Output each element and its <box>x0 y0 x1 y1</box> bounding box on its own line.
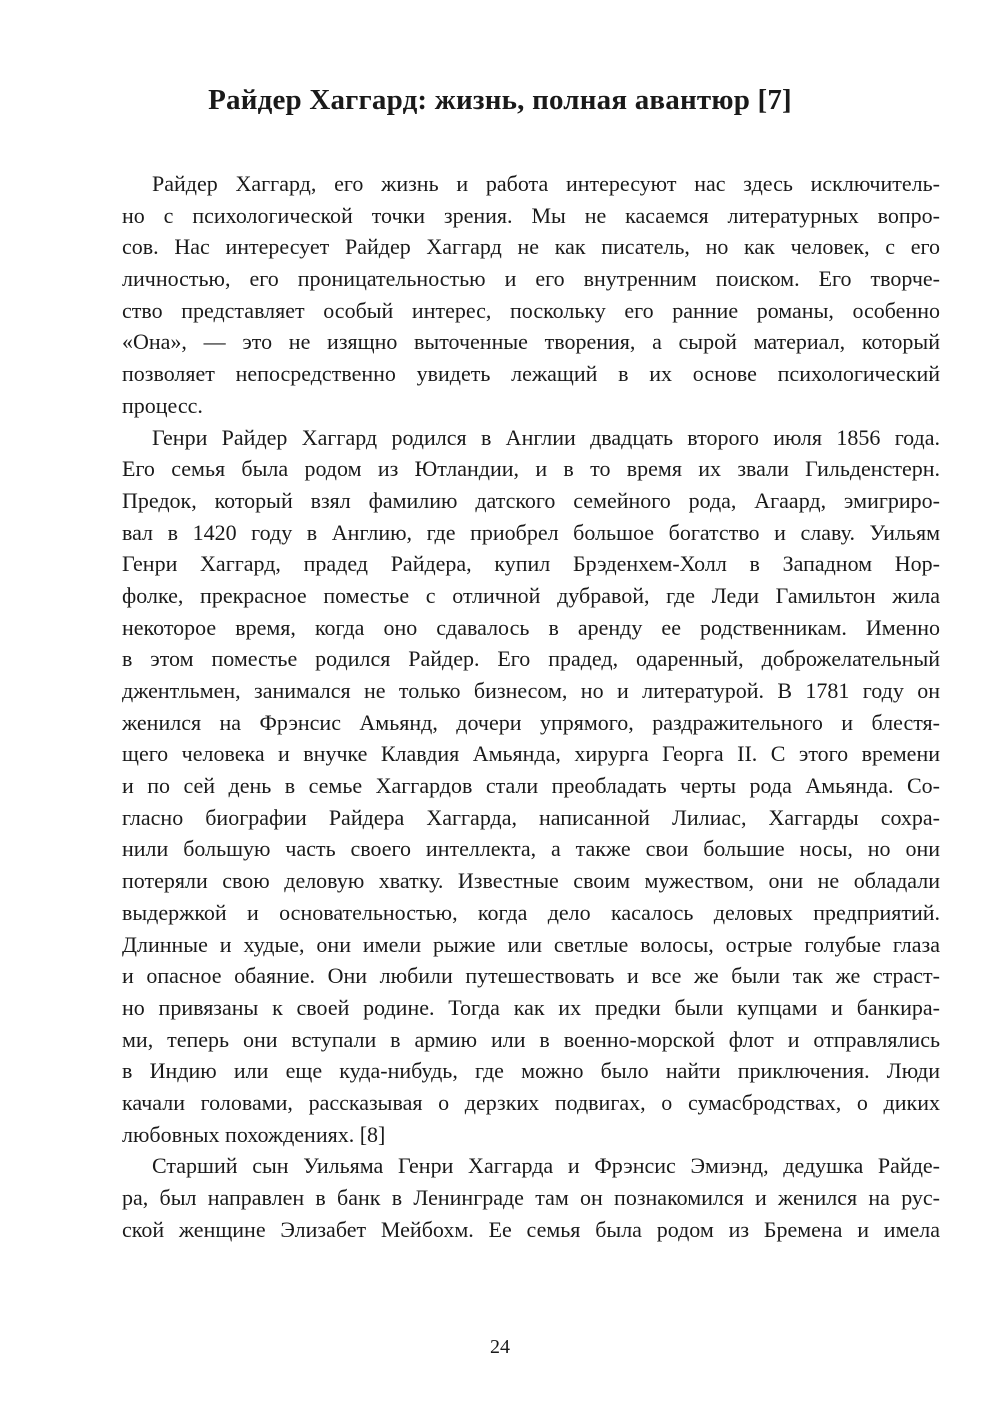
text-line: позволяет непосредственно увидеть лежащий в их основе психологический <box>122 361 940 387</box>
text-line: выдержкой и основательностью, когда дело касалось деловых предприятий. <box>122 899 940 925</box>
body-text <box>122 168 940 1245</box>
chapter-title: Райдер Хаггард: жизнь, полная авантюр [7] <box>208 84 792 116</box>
text-line: женился на Фрэнсис Амьянд, дочери упрямого, раздражительного и блестя- <box>122 709 940 735</box>
text-line: ми, теперь они вступали в армию или в военно-морской флот и отправлялись <box>122 1026 940 1052</box>
text-line: но с психологической точки зрения. Мы не касаемся литературных вопро- <box>122 202 940 228</box>
text-line: ство представляет особый интерес, поскольку его ранние романы, особенно <box>122 297 940 323</box>
text-line: Его семья была родом из Ютландии, и в то время их звали Гильденстерн. <box>122 456 940 482</box>
paragraph <box>122 422 940 1151</box>
text-line: но привязаны к своей родине. Тогда как их предки были купцами и банкира- <box>122 994 940 1020</box>
text-line: ской женщине Элизабет Мейбохм. Ее семья была родом из Бремена и имела <box>122 1216 940 1242</box>
paragraph <box>122 168 940 422</box>
text-line: Райдер Хаггард, его жизнь и работа интересуют нас здесь исключитель- <box>152 171 940 196</box>
paragraph <box>122 1150 940 1245</box>
text-line: фолке, прекрасное поместье с отличной дубравой, где Леди Гамильтон жила <box>122 582 940 608</box>
text-line: ра, был направлен в банк в Ленинграде там он познакомился и женился на рус- <box>122 1185 940 1210</box>
text-line: Длинные и худые, они имели рыжие или светлые волосы, острые голубые глаза <box>122 931 940 957</box>
text-line: процесс. <box>122 392 203 418</box>
text-line: любовных похождениях. [8] <box>122 1121 386 1147</box>
text-line: личностью, его проницательностью и его внутренним поиском. Его творче- <box>122 266 940 292</box>
text-line: «Она», — это не изящно выточенные творения, а сырой материал, который <box>122 329 940 355</box>
text-line: в Индию или еще куда-нибудь, где можно было найти приключения. Люди <box>122 1058 940 1084</box>
text-line: Генри Райдер Хаггард родился в Англии двадцать второго июля 1856 года. <box>152 424 940 450</box>
text-line: в этом поместье родился Райдер. Его прадед, одаренный, доброжелательный <box>122 646 940 672</box>
text-line: Старший сын Уильяма Генри Хаггарда и Фрэнсис Эмиэнд, дедушка Райде- <box>152 1153 940 1179</box>
text-line: и опасное обаяние. Они любили путешествовать и все же были так же страст- <box>122 963 940 989</box>
text-line: нили большую часть своего интеллекта, а также свои большие носы, но они <box>122 836 940 862</box>
text-line: гласно биографии Райдера Хаггарда, написанной Лилиас, Хаггарды сохра- <box>122 804 940 830</box>
text-line: некоторое время, когда оно сдавалось в аренду ее родственникам. Именно <box>122 614 940 640</box>
page-number: 24 <box>490 1336 510 1358</box>
text-line: и по сей день в семье Хаггардов стали преобладать черты рода Амьянда. Со- <box>122 773 940 799</box>
text-line: щего человека и внучке Клавдия Амьянда, хирурга Георга II. С этого времени <box>122 741 940 767</box>
text-line: потеряли свою деловую хватку. Известные своим мужеством, они не обладали <box>122 868 940 894</box>
text-line: вал в 1420 году в Англию, где приобрел большое богатство и славу. Уильям <box>122 519 940 545</box>
text-line: джентльмен, занимался не только бизнесом, но и литературой. В 1781 году он <box>122 678 940 703</box>
text-line: Предок, который взял фамилию датского семейного рода, Агаард, эмигриро- <box>122 487 940 513</box>
text-line: Генри Хаггард, прадед Райдера, купил Брэденхем-Холл в Западном Нор- <box>122 551 940 577</box>
text-line: качали головами, рассказывая о дерзких подвигах, о сумасбродствах, о диких <box>122 1089 940 1115</box>
text-line: сов. Нас интересует Райдер Хаггард не как писатель, но как человек, с его <box>122 234 940 260</box>
